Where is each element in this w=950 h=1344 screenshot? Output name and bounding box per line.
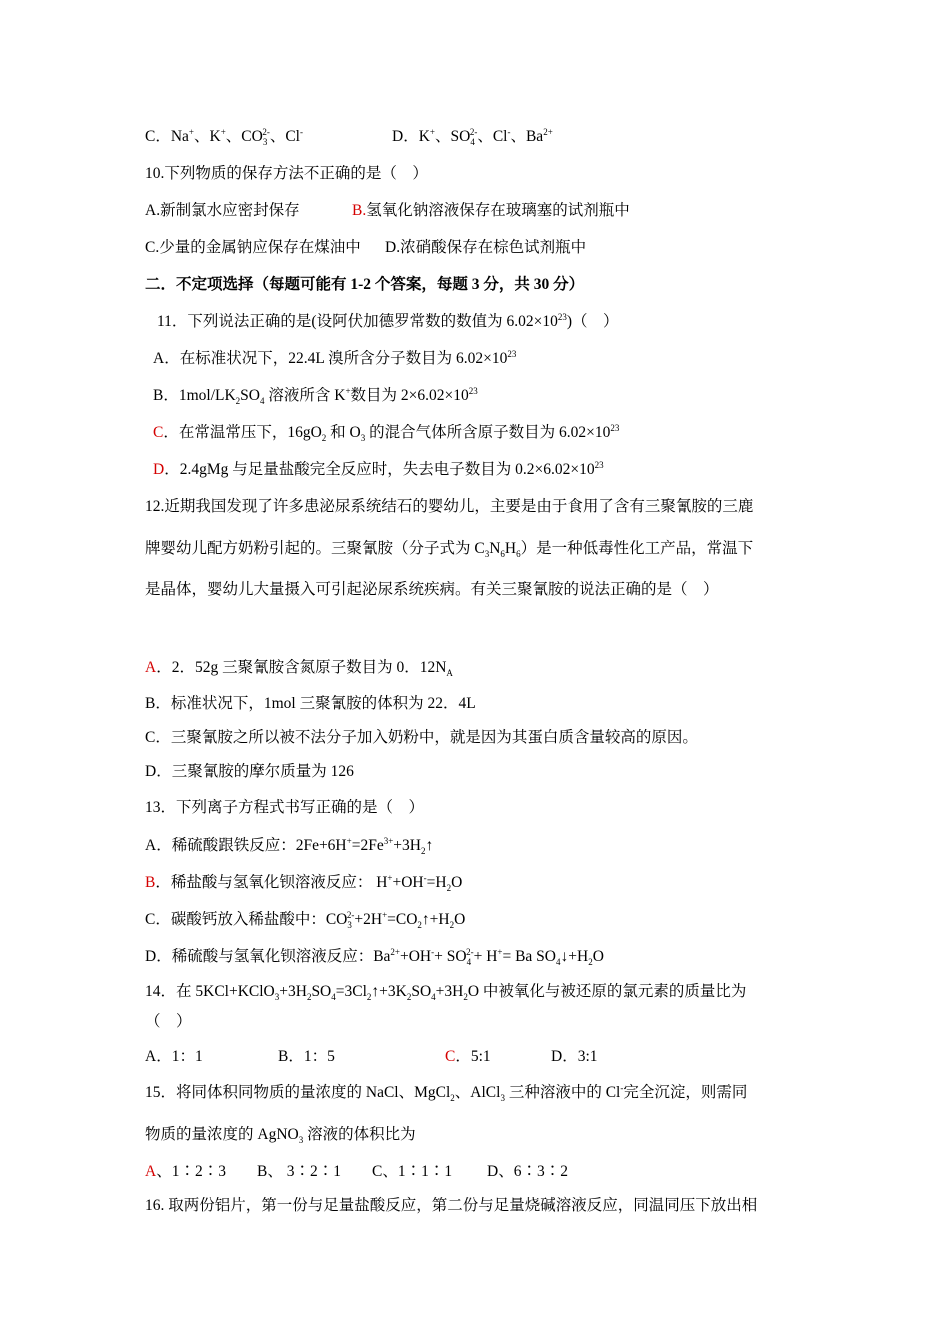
q11-option-a: A．在标准状况下，22.4L 溴所含分子数目为 $6.02\times 10^{23}$ xyxy=(153,348,517,367)
q14-stem: 14．在 $5KCl+KClO_3+3H_2SO_4=3Cl_2↑+3K_2SO_4+3H_2O$ 中被氧化与被还原的氯元素的质量比为 xyxy=(145,983,747,1003)
q12-option-a: A．2．52g 三聚氰胺含氮原子数目为 0．$12N_A$ xyxy=(145,659,453,679)
q13-option-a: A．稀硫酸跟铁反应：$2Fe+6H^+=2Fe^{3+}+3H_2↑$ xyxy=(145,835,434,857)
answer-mark: C xyxy=(153,424,164,441)
answer-mark: C xyxy=(445,1048,456,1065)
answer-mark: D xyxy=(153,461,165,478)
q15-stem-line-2: 物质的量浓度的 AgNO$_3$ 溶液的体积比为 xyxy=(145,1126,416,1146)
q15-option-c: C、1∶1∶1 xyxy=(372,1163,453,1180)
q15-option-a: A、1∶2∶3 xyxy=(145,1163,226,1180)
q14-option-c: C．5:1 xyxy=(445,1048,491,1065)
answer-mark: A xyxy=(145,659,157,676)
q10-stem: 10.下列物质的保存方法不正确的是（ ） xyxy=(145,165,428,182)
q10-option-b: B.氢氧化钠溶液保存在玻璃塞的试剂瓶中 xyxy=(352,202,630,219)
q14-option-b: B．1：5 xyxy=(278,1048,335,1065)
q11-stem: 11．下列说法正确的是(设阿伏加德罗常数的数值为 $6.02\times 10^{23}$)（ ） xyxy=(157,311,619,330)
q14-answer-paren: （ ） xyxy=(145,1013,192,1030)
q12-stem-line-2: 牌婴幼儿配方奶粉引起的。三聚氰胺（分子式为 $C_3N_6H_6$）是一种低毒性化工产品，常温下 xyxy=(145,540,754,560)
q13-option-d: D．稀硫酸与氢氧化钡溶液反应：$Ba^{2+}+OH^-+ SO_4^{2-}+ H^+= Ba$ $SO_4↓+H_2O$ xyxy=(145,946,604,968)
q16-stem-line-1: 16. 取两份铝片，第一份与足量盐酸反应，第二份与足量烧碱溶液反应，同温同压下放出相 xyxy=(145,1197,758,1214)
q12-option-d: D．三聚氰胺的摩尔质量为 126 xyxy=(145,763,354,780)
answer-mark: B xyxy=(145,874,156,891)
q12-option-c: C．三聚氰胺之所以被不法分子加入奶粉中，就是因为其蛋白质含量较高的原因。 xyxy=(145,729,698,746)
q13-option-b: B．稀盐酸与氢氧化钡溶液反应： $H^++OH^-=H_2O$ xyxy=(145,872,463,894)
q10-option-d: D.浓硝酸保存在棕色试剂瓶中 xyxy=(385,239,587,256)
q12-stem-line-3: 是晶体，婴幼儿大量摄入可引起泌尿系统疾病。有关三聚氰胺的说法正确的是（ ） xyxy=(145,581,719,598)
q11-option-b: B．$1mol/LK_2SO_4$ 溶液所含 K+数目为 $2\times 6.02\times 10^{23}$ xyxy=(153,385,478,407)
answer-mark: A xyxy=(145,1163,157,1180)
q10-option-a: A.新制氯水应密封保存 xyxy=(145,202,300,219)
q9-option-d: D．K+、$SO_4^{2-}$、Cl-、$Ba^{2+}$ xyxy=(392,126,553,148)
q12-stem-line-1: 12.近期我国发现了许多患泌尿系统结石的婴幼儿，主要是由于食用了含有三聚氰胺的三鹿 xyxy=(145,498,754,515)
answer-mark: B. xyxy=(352,202,367,219)
q14-option-d: D．3:1 xyxy=(551,1048,598,1065)
q12-option-b: B．标准状况下，1mol 三聚氰胺的体积为 22．4L xyxy=(145,695,476,712)
q9-option-c: C．Na+、K+、$CO_3^{2-}$、Cl- xyxy=(145,126,303,148)
q14-option-a: A．1：1 xyxy=(145,1048,203,1065)
q15-option-d: D、6∶3∶2 xyxy=(487,1163,568,1180)
q13-stem: 13．下列离子方程式书写正确的是（ ） xyxy=(145,799,425,816)
q15-stem-line-1: 15．将同体积同物质的量浓度的 NaCl、MgCl$_2$、AlCl$_3$ 三种溶液中的 Cl-完全沉淀，则需同 xyxy=(145,1082,748,1104)
q15-option-b: B、 3∶2∶1 xyxy=(257,1163,341,1180)
q11-option-c: C．在常温常压下，$16gO_2$ 和 $O_3$ 的混合气体所含原子数目为 $6.02\times 10^{23}$ xyxy=(153,422,620,444)
q10-option-c: C.少量的金属钠应保存在煤油中 xyxy=(145,239,361,256)
section-2-title: 二．不定项选择（每题可能有 1-2 个答案，每题 3 分，共 30 分） xyxy=(145,276,585,293)
q11-option-d: D．2.4gMg 与足量盐酸完全反应时，失去电子数目为 $0.2\times 6.02\times 10^{23}$ xyxy=(153,459,604,478)
q13-option-c: C．碳酸钙放入稀盐酸中：$CO_3^{2-}+2H^+=CO_2↑+H_2O$ xyxy=(145,909,466,931)
